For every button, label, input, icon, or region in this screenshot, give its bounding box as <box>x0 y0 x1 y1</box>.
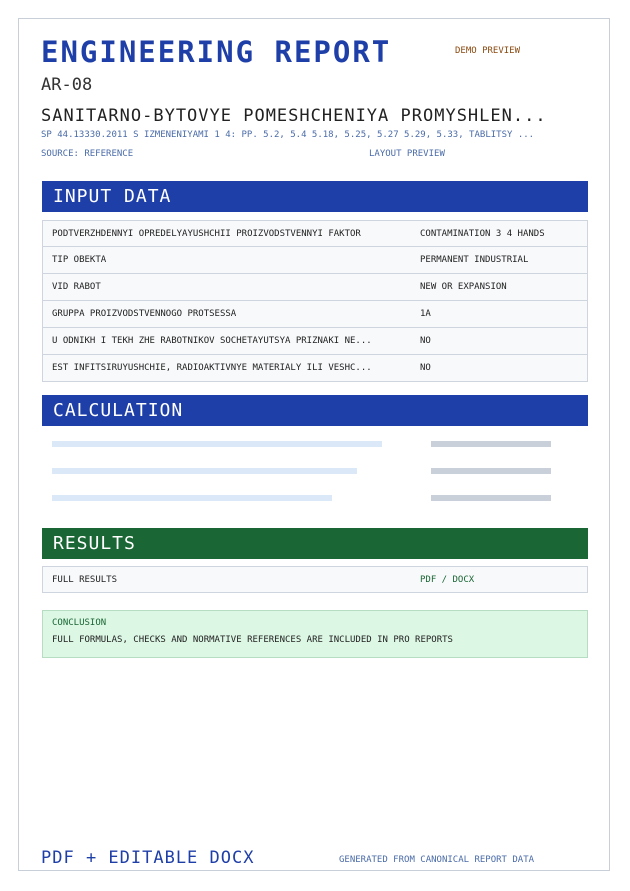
row-key: TIP OBEKTA <box>52 255 107 265</box>
table-row <box>42 355 588 382</box>
row-key: GRUPPA PROIZVODSTVENNOGO PROTSESSA <box>52 309 237 319</box>
results-row <box>42 566 588 593</box>
row-value: NO <box>420 363 431 373</box>
table-row <box>42 247 588 274</box>
report-page <box>18 18 610 871</box>
row-key: U ODNIKH I TEKH ZHE RABOTNIKOV SOCHETAYUTSYA PRIZNAKI NE... <box>52 336 372 346</box>
table-row <box>42 220 588 247</box>
placeholder-line <box>52 441 382 447</box>
row-value: CONTAMINATION 3 4 HANDS <box>420 229 545 239</box>
report-title: ENGINEERING REPORT <box>41 35 392 69</box>
row-key: VID RABOT <box>52 282 101 292</box>
row-key: PODTVERZHDENNYI OPREDELYAYUSHCHII PROIZVODSTVENNYI FAKTOR <box>52 229 361 239</box>
placeholder-line <box>52 495 332 501</box>
source-label: SOURCE: REFERENCE <box>41 149 134 159</box>
results-formats: PDF / DOCX <box>420 575 475 585</box>
table-row <box>42 274 588 301</box>
section-input-data: INPUT DATA <box>42 181 588 212</box>
placeholder-line <box>52 468 357 474</box>
placeholder-value <box>431 441 551 447</box>
conclusion-heading: CONCLUSION <box>52 618 107 628</box>
conclusion-text: FULL FORMULAS, CHECKS AND NORMATIVE REFERENCES ARE INCLUDED IN PRO REPORTS <box>52 635 453 645</box>
calculation-placeholder <box>42 437 588 527</box>
placeholder-value <box>431 495 551 501</box>
footer-note: GENERATED FROM CANONICAL REPORT DATA <box>339 855 535 865</box>
demo-badge: DEMO PREVIEW <box>455 46 521 56</box>
row-value: PERMANENT INDUSTRIAL <box>420 255 529 265</box>
section-calculation: CALCULATION <box>42 395 588 426</box>
row-key: EST INFITSIRUYUSHCHIE, RADIOAKTIVNYE MATERIALY ILI VESHC... <box>52 363 372 373</box>
row-value: NEW OR EXPANSION <box>420 282 507 292</box>
table-row <box>42 301 588 328</box>
report-subtitle: SANITARNO-BYTOVYE POMESHCHENIYA PROMYSHLEN... <box>41 106 547 126</box>
row-value: NO <box>420 336 431 346</box>
input-data-table <box>42 220 588 382</box>
report-code: AR-08 <box>41 75 93 95</box>
footer-formats: PDF + EDITABLE DOCX <box>41 848 255 868</box>
row-value: 1A <box>420 309 431 319</box>
section-results: RESULTS <box>42 528 588 559</box>
conclusion-box <box>42 610 588 658</box>
table-row <box>42 328 588 355</box>
layout-preview-label: LAYOUT PREVIEW <box>369 149 445 159</box>
normative-references: SP 44.13330.2011 S IZMENENIYAMI 1 4: PP. 5.2, 5.4 5.18, 5.25, 5.27 5.29, 5.33, TABLITSY ... <box>41 130 535 140</box>
results-label: FULL RESULTS <box>52 575 118 585</box>
placeholder-value <box>431 468 551 474</box>
